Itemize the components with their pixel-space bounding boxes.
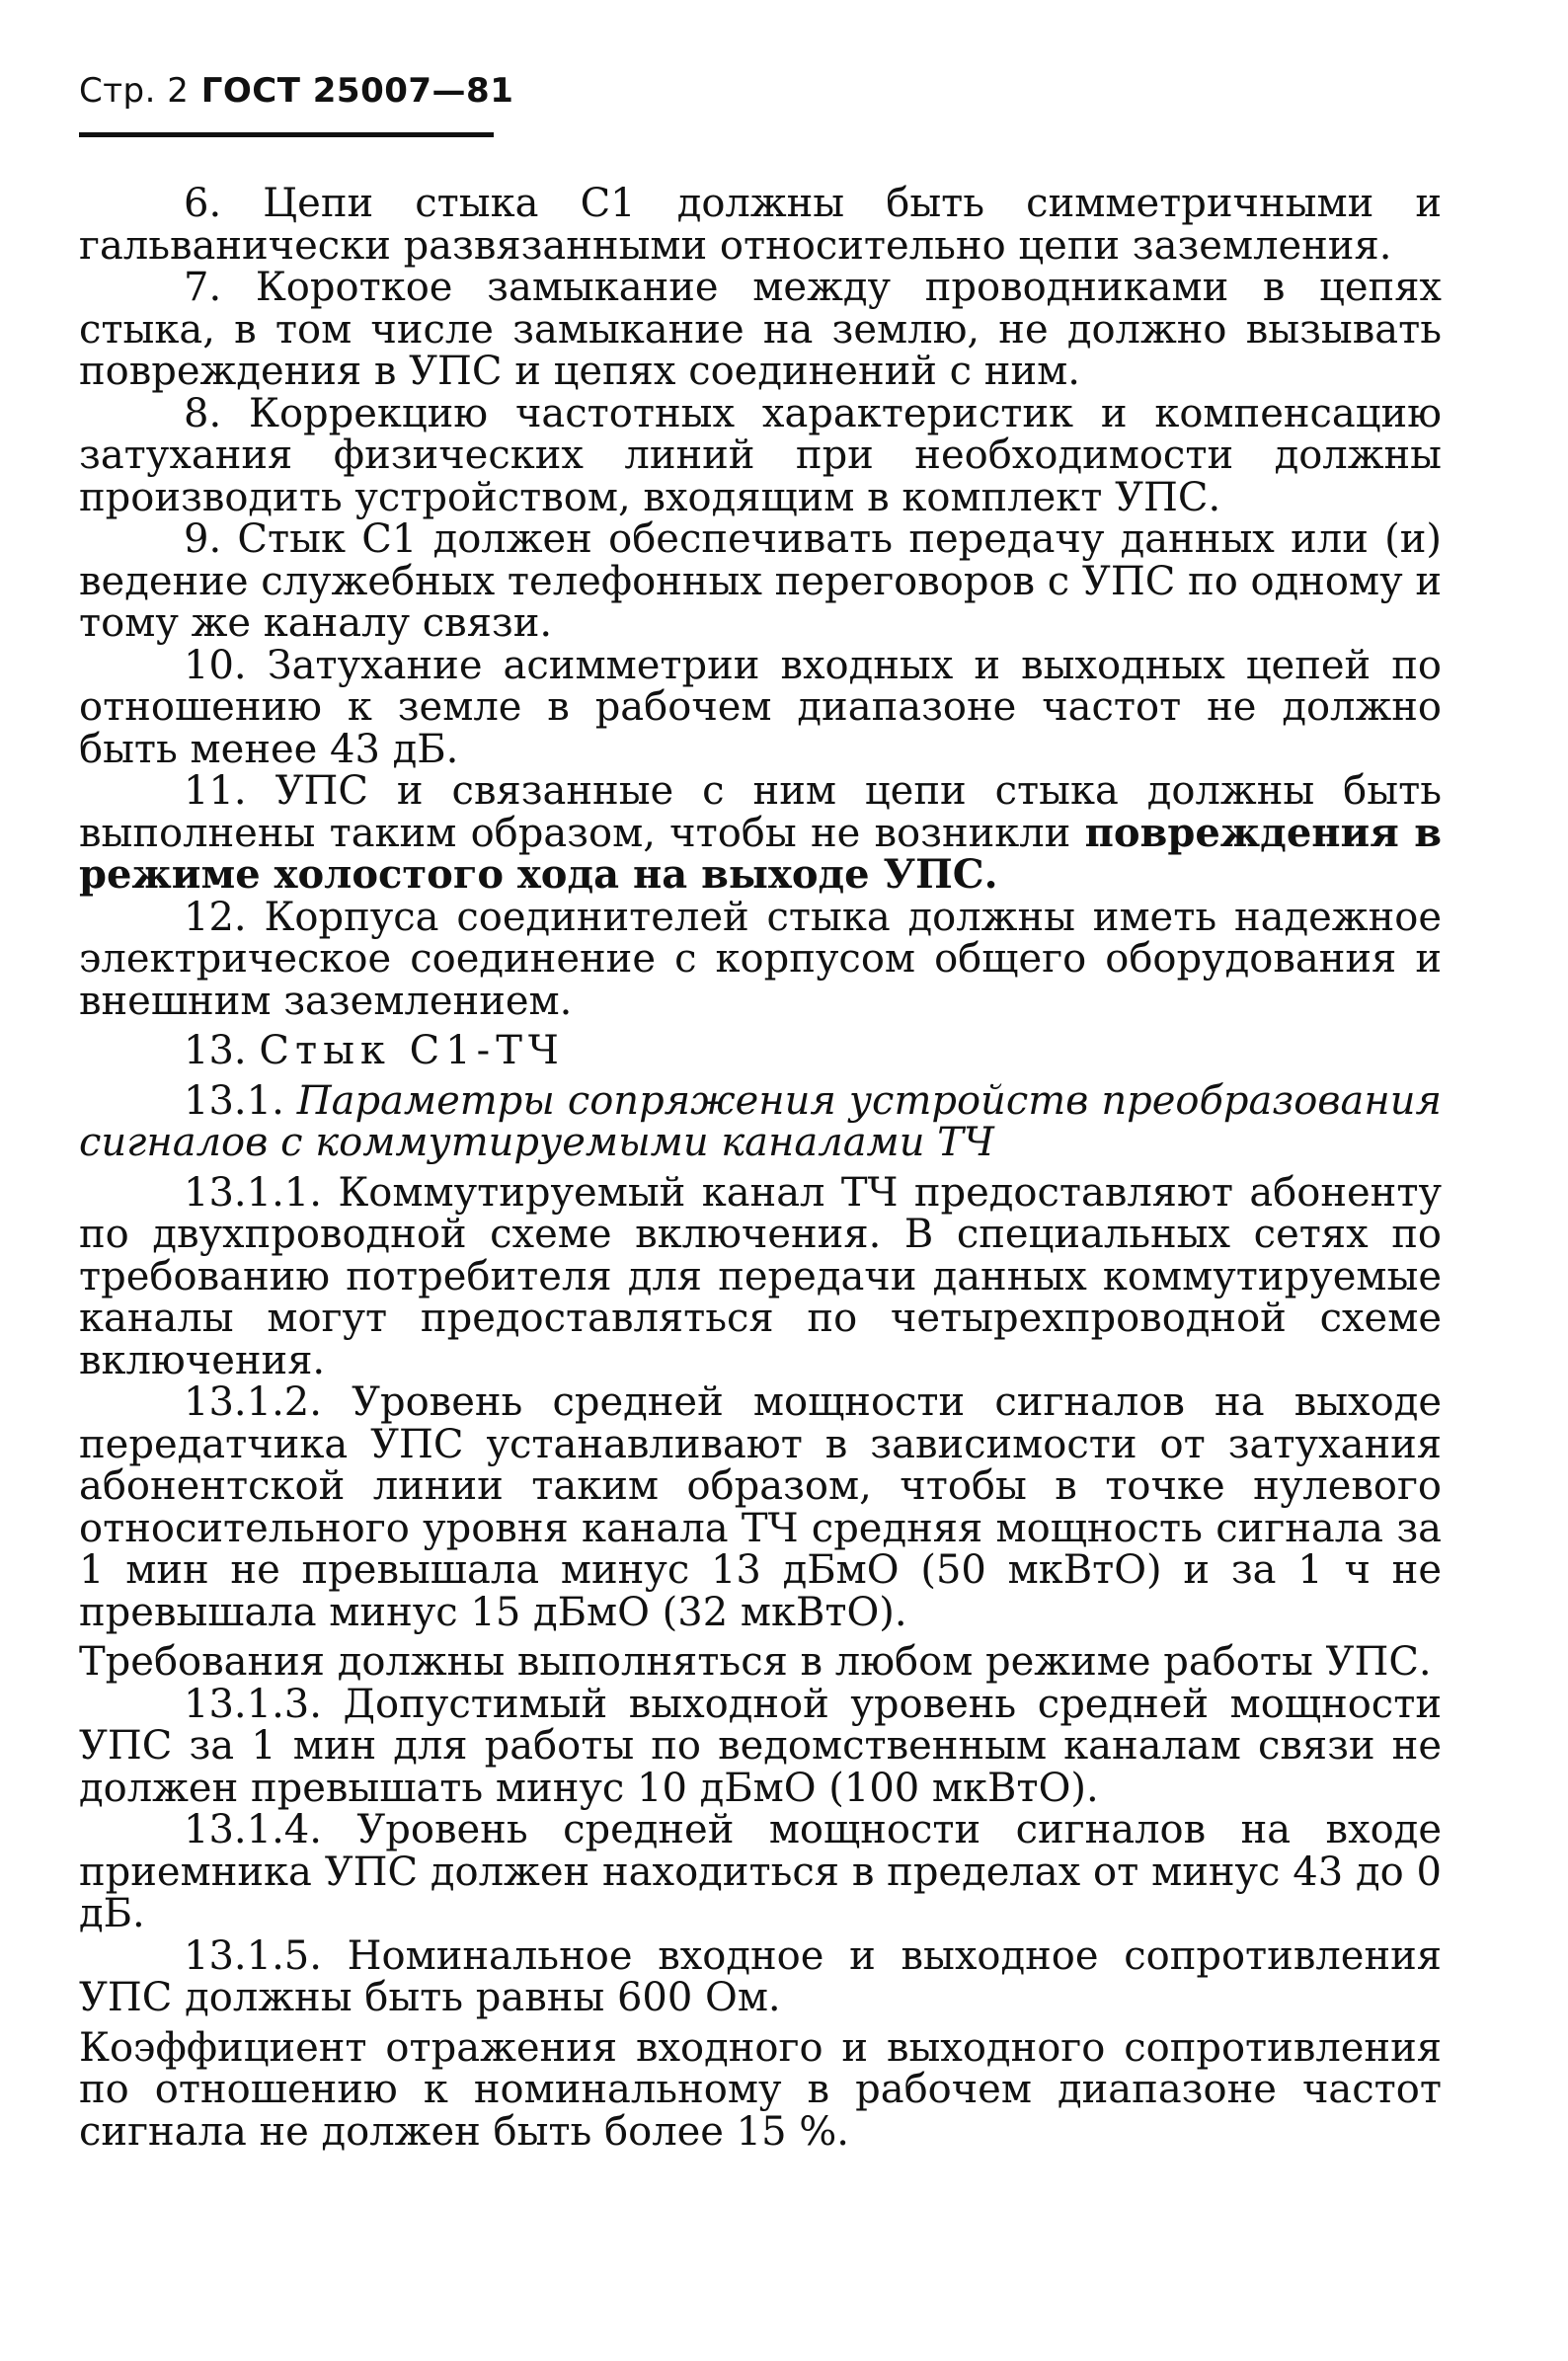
header-rule bbox=[79, 132, 494, 137]
paragraph-13-1-3: 13.1.3. Допустимый выходной уровень средней мощности УПС за 1 мин для работы по ведомственным каналам связи не должен превышать минус 10 дБмО (100 мкВтО). bbox=[79, 1681, 1442, 1811]
standard-code: ГОСТ 25007—81 bbox=[200, 71, 514, 111]
paragraph-13-1-1: 13.1.1. Коммутируемый канал ТЧ предоставляют абоненту по двухпроводной схеме включения. В специальных сетях по требованию потребителя для передачи данных коммутируемые каналы могут предоставляться по четырехпроводной схеме включения. bbox=[79, 1169, 1442, 1383]
paragraph-13-1-4: 13.1.4. Уровень средней мощности сигналов на входе приемника УПС должен находиться в пределах от минус 43 до 0 дБ. bbox=[79, 1807, 1442, 1936]
section-13-1-title: Параметры сопряжения устройств преобразования сигналов с коммутируемыми каналами ТЧ bbox=[79, 1077, 1442, 1165]
document-body bbox=[79, 183, 1442, 2153]
paragraph-11-plain: 11. УПС и связанные с ним цепи стыка должны быть выполнены таким образом, чтобы не возникли bbox=[79, 768, 1442, 856]
paragraph-13-1-2: 13.1.2. Уровень средней мощности сигналов на выходе передатчика УПС устанавливают в зависимости от затухания абонентской линии таким образом, чтобы в точке нулевого относительного уровня канала ТЧ средняя мощность сигнала за 1 мин не превышала минус 13 дБмО (50 мкВтО) и за 1 ч не превышала минус 15 дБмО (32 мкВтО). bbox=[79, 1379, 1442, 1635]
paragraph-8: 8. Коррекцию частотных характеристик и компенсацию затухания физических линий при необходимости должны производить устройством, входящим в комплект УПС. bbox=[79, 390, 1442, 520]
section-13-heading bbox=[79, 1030, 1442, 1072]
paragraph-12: 12. Корпуса соединителей стыка должны иметь надежное электрическое соединение с корпусом общего оборудования и внешним заземлением. bbox=[79, 894, 1442, 1024]
paragraph-reflection-coefficient: Коэффициент отражения входного и выходного сопротивления по отношению к номинальному в рабочем диапазоне частот сигнала не должен быть более 15 %. bbox=[79, 2024, 1442, 2155]
paragraph-6: 6. Цепи стыка С1 должны быть симметричными и гальванически развязанными относительно цепи заземления. bbox=[79, 181, 1442, 269]
paragraph-requirements: Требования должны выполняться в любом режиме работы УПС. bbox=[79, 1639, 1432, 1685]
paragraph-7: 7. Короткое замыкание между проводниками в цепях стыка, в том числе замыкание на землю, не должно вызывать повреждения в УПС и цепях соединений с ним. bbox=[79, 265, 1442, 394]
paragraph-13-1-5: 13.1.5. Номинальное входное и выходное сопротивления УПС должны быть равны 600 Ом. bbox=[79, 1932, 1442, 2020]
paragraph-11 bbox=[79, 770, 1442, 897]
page-number-label: Стр. 2 bbox=[79, 71, 190, 111]
paragraph-10: 10. Затухание асимметрии входных и выходных цепей по отношению к земле в рабочем диапазоне частот не должно быть менее 43 дБ. bbox=[79, 642, 1442, 772]
section-13-1-number: 13.1. bbox=[184, 1077, 284, 1124]
section-13-1-heading bbox=[79, 1077, 1442, 1165]
section-13-number: 13. bbox=[184, 1028, 247, 1073]
section-13-title: Стык С1-ТЧ bbox=[259, 1028, 565, 1073]
paragraph-9: 9. Стык С1 должен обеспечивать передачу данных или (и) ведение служебных телефонных переговоров с УПС по одному и тому же каналу связи. bbox=[79, 516, 1442, 646]
page-header bbox=[79, 71, 513, 111]
paragraph-11-bold: повреждения в режиме холостого хода на выходе УПС. bbox=[79, 809, 1443, 898]
